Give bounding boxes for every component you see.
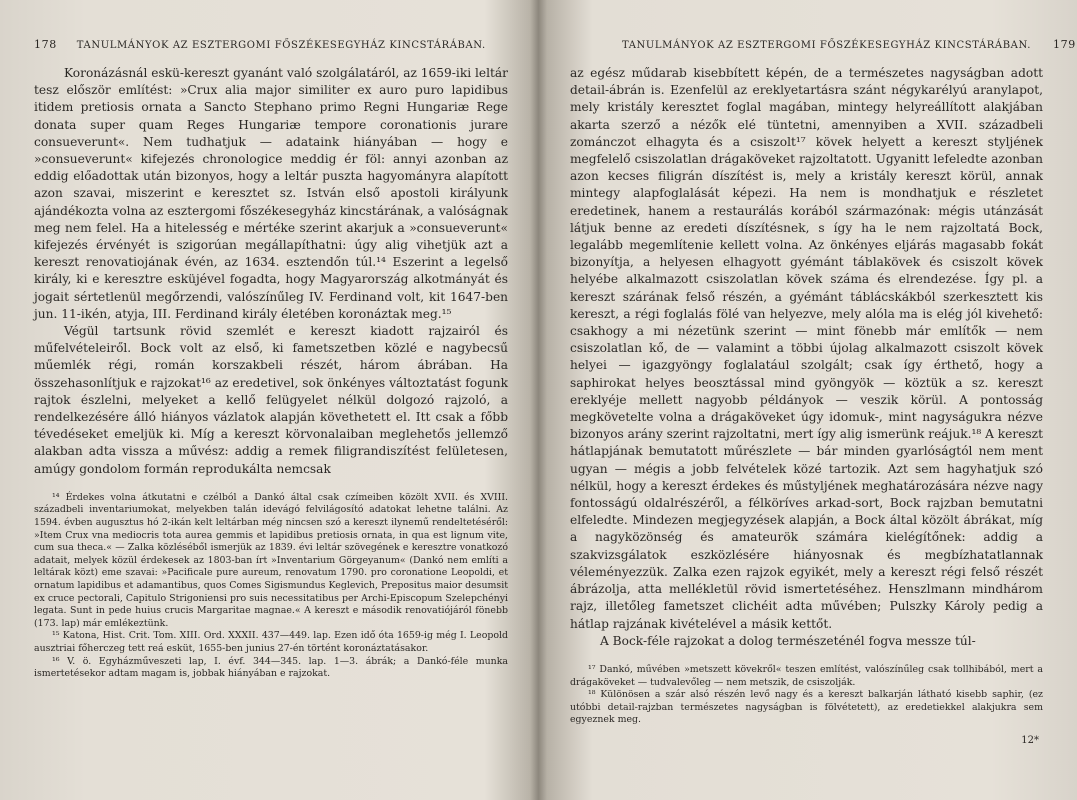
paragraph: Koronázásnál eskü-kereszt gyanánt való szolgálatáról, az 1659-iki leltár tesz először említést: »Crux alia major similiter ex auro puro lapidibus itidem pretiosis ornata a Sancto Stephano primo Regni Hungariæ Rege donata super quam Reges Hungariæ tempore coronationis jurare consueverunt«. Nem tudhatjuk — adataink hiányában — hogy e »consueverunt« kifejezés chronologice meddig ér föl: annyi azonban az eddig előadottak után bizonyos, hogy a leltár puszta hagyományra alapított azon szavai, miszerint e keresztet sz. István első apostoli királyunk ajándékozta volna az esztergomi főszékesegyház kincstárának, a valóságnak meg nem felel. Ha a hitelesség e mértéke szerint akarjuk a »consueverunt« kifejezés érvényét is szigorúan megállapíthatni: úgy alig vihetjük azt a kereszt renovatiojának évén, az 1634. esztendőn túl.¹⁴ Eszerint a legelső király, ki e keresztre esküjével fogadta, hogy Magyarország alkotmányát és jogait sértetlenül megőrzendi, valószínűleg IV. Ferdinand volt, kit 1647-ben jun. 11-ikén, atyja, III. Ferdinand király életében koronáztak meg.¹⁵ [34,66,508,321]
footnote: ¹⁶ V. ö. Egyházműveszeti lap, I. évf. 344—345. lap. 1—3. ábrák; a Dankó-féle munka ismertetésekor adtam magam is, jobbak hiányában e rajzokat. [34,655,508,680]
running-title: TANULMÁNYOK AZ ESZTERGOMI FŐSZÉKESEGYHÁZ KINCSTÁRÁBAN. [622,40,1031,51]
left-page-body [34,65,508,478]
left-page [0,0,530,800]
running-title: TANULMÁNYOK AZ ESZTERGOMI FŐSZÉKESEGYHÁZ KINCSTÁRÁBAN. [76,40,486,51]
paragraph: Végül tartsunk rövid szemlét e kereszt kiadott rajzairól és műfelvételeiről. Bock volt az első, ki fametszetben közlé e nagybecsű műemlék régi, román korszakbeli részét, három ábrában. Ha összehasonlítjuk e rajzokat¹⁶ az eredetivel, sok önkényes változtatást fogunk rajtok észlelni, melyeket a kellő felügyelet nélkül dolgozó rajzoló, a rendelkezésére álló hiányos vázlatok alapján követhetett el. Itt csak a főbb tévedéseket emeljük ki. Míg a kereszt körvonalaiban meglehetős jellemző alakban adta vissza a művész: addig a remek filigrandiszítést felületesen, amúgy gondolom formán reprodukálta nemcsak [34,324,508,476]
right-page [540,0,1077,800]
footnote: ¹⁸ Különösen a szár alsó részén levő nagy és a kereszt balkarján látható kisebb saphir, (ez utóbbi detail-rajzban természetes nagyságban is fölvétetett), az eredetiekkel alakjukra sem egyeznek meg. [570,689,1043,726]
footnote: ¹⁴ Érdekes volna átkutatni e czélból a Dankó által csak czímeiben közölt XVII. és XVIII. századbeli inventariumokat, melyekben talán idevágó felvilágosító adatokat lehetne találni. Az 1594. évben augusztus hó 2-ikán kelt leltárban még nincsen szó a kereszt ilynemű rendeltetéséről: »Item Crux vna mediocris tota aurea gemmis et lapidibus pretiosis ornata, in qua est lignum vite, cum sua theca.« — Zalka közléséből ismerjük az 1839. évi leltár szövegének e keresztre vonatkozó adatait, melyek közül érdekesek az 1803-ban írt »Inventarium Görgeyanum« (Dankó nem említi a leltárak közt) eme szavai: »Pacificale pure aureum, renovatum 1790. pro coronatione Leopoldi, et ornatum lapidibus et adamantibus, quos Comes Sigismundus Keglevich, Prepositus maior desumsit ex cruce pectorali, Capitulo Strigoniensi pro suis necessitatibus per Archi-Episcopum Szelepchényi legata. Sunt in pede huius crucis Margaritae magnae.« A kereszt e második renovatiójáról fönebb (173. lap) már emlékeztünk. [34,491,508,629]
left-page-header [34,38,508,51]
footnote: ¹⁷ Dankó, művében »metszett kövekről« teszen említést, valószínűleg csak tollhibából, mert a drágaköveket — tudvalevőleg — nem metszik, de csiszolják. [570,663,1043,688]
paragraph: az egész műdarab kisebbített képén, de a természetes nagyságban adott detail-ábrán is. Ezenfelül az ereklyetartásra szánt négykarélyú aranylapot, mely kristály keresztet foglal magában, mintegy helyreállított alakjában akarta szerző a nézők elé tüntetni, amennyiben a XVII. századbeli zománczot elhagyta és a csiszolt¹⁷ kövek helyett a kereszt styljének megfelelő csiszolatlan drágaköveket rajzoltatott. Ugyanitt lefeledte azonban azon kecses filigrán díszítést is, mely a kristály kereszt körül, annak mintegy alapfoglalását képezi. Ha nem is mondhatjuk e részletet eredetinek, hanem a restaurálás korából származónak: mégis utánzását látjuk benne az eredeti díszítésnek, s így ha le nem rajzoltatá Bock, legalább megemlítenie kellett volna. Az önkényes eljárás magasabb fokát bizonyítja, a helyesen elhagyott gyémánt táblakövek és csiszolt kövek helyébe alkalmazott csiszolatlan kövek száma és elrendezése. Így pl. a kereszt szárának felső részén, a gyémánt táblácskákból szerkesztett kis kereszt, a régi foglalás fölé van helyezve, mely alóla ma is elég jól kivehető: csakhogy a mi nézetünk szerint — mint fönebb már említők — nem csiszolatlan kő, de — valamint a többi újolag alkalmazott csiszolt kövek helyei — igazgyöngy foglalatául szolgált; csak így érthető, hogy a saphirokat helyes beosztással mind gyöngyök — köztük a sz. kereszt ereklyéje mellett nagyobb példányok — veszik körül. A pontosság megkövetelte volna a drágaköveket úgy idomuk-, mint nagyságukra nézve bizonyos arány szerint rajzoltatni, mert így alig ismerünk reájuk.¹⁸ A kereszt hátlapjának bemutatott műrészlete — bár minden gyarlóságtól nem ment ugyan — mégis a jobb felvételek közé tartozik. Azt sem hagyhatjuk szó nélkül, hogy a kereszt érdekes és műstyljének meghatározására nézve nagy fontosságú oldalrészéről, a félköríves arkad-sort, Bock rajzban bemutatni elfeledte. Mindezen megjegyzések alapján, a Bock által közölt ábrákat, míg a nagyközönség és amateurök számára kielégítőnek: addig a szakvizsgálatok eszközlésére hiányosnak és megbízhatatlannak véleményezzük. Zalka ezen rajzok egyikét, mely a kereszt régi felső részét ábrázolja, atta mellékletül rövid ismertetéséhez. Henszlmann mindhárom rajz, illetőleg fametszet clichéit adta művében; Pulszky Károly pedig a hátlap rajzának kivételével a másik kettőt. [570,66,1043,631]
left-page-footnotes [34,492,508,681]
paragraph: A Bock-féle rajzokat a dolog természeténél fogva messze túl- [600,633,976,648]
right-page-body [570,65,1043,650]
footnote: ¹⁵ Katona, Hist. Crit. Tom. XIII. Ord. XXXII. 437—449. lap. Ezen idő óta 1659-ig még I. Leopold ausztriai főherczeg tett reá esküt, 1655-ben junius 27-én történt koronáztatásakor. [34,630,508,654]
page-number: 179 [1053,38,1076,51]
signature-mark: 12* [1021,734,1039,746]
right-page-header [570,38,1076,51]
right-page-footnotes [570,664,1043,727]
page-number: 178 [34,38,57,51]
